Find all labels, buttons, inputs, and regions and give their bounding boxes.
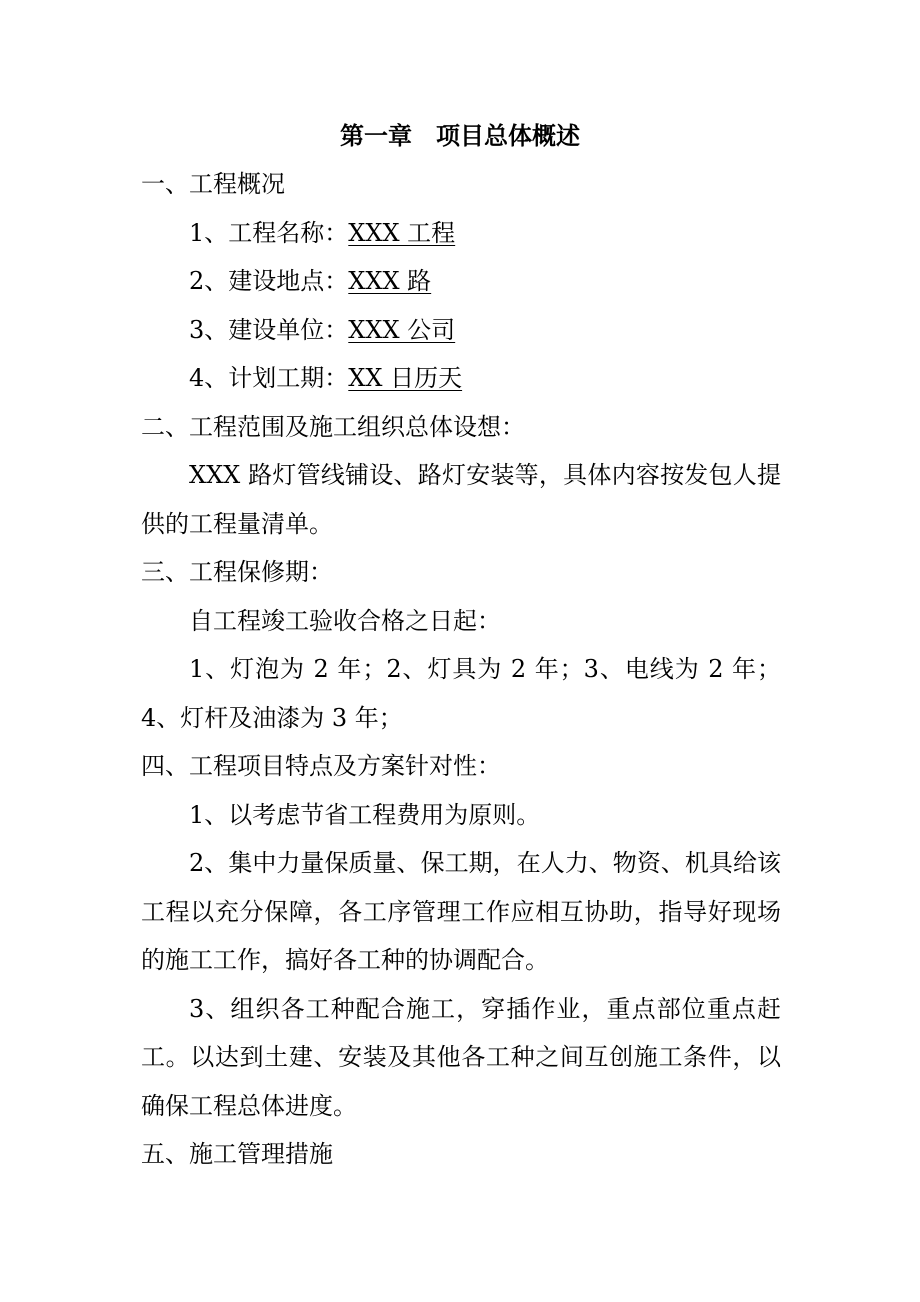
feature-paragraph-3: 3、组织各工种配合施工，穿插作业，重点部位重点赶工。以达到土建、安装及其他各工种之间互创施工条件，以确保工程总体进度。 — [141, 994, 781, 1120]
feature-paragraph-2: 2、集中力量保质量、保工期，在人力、物资、机具给该工程以充分保障，各工序管理工作应相互协助，指导好现场的施工工作，搞好各工种的协调配合。 — [141, 849, 781, 974]
project-name-line — [141, 209, 781, 258]
owner-unit-label: 3、建设单位： — [189, 315, 349, 344]
section-heading-1: 一、工程概况 — [141, 170, 285, 198]
planned-duration-label: 4、计划工期： — [189, 364, 349, 392]
project-name-value: XXX 工程 — [348, 218, 456, 247]
section-heading-4: 四、工程项目特点及方案针对性： — [141, 752, 501, 780]
construction-site-label: 2、建设地点： — [189, 267, 349, 295]
warranty-intro: 自工程竣工验收合格之日起： — [189, 606, 501, 635]
chapter-title: 第一章 项目总体概述 — [340, 121, 580, 150]
warranty-paragraph: 1、灯泡为 2 年；2、灯具为 2 年；3、电线为 2 年；4、灯杆及油漆为 3 年； — [141, 655, 781, 732]
scope-paragraph: XXX 路灯管线铺设、路灯安装等，具体内容按发包人提供的工程量清单。 — [141, 461, 781, 538]
project-name-label: 1、工程名称： — [189, 218, 349, 247]
planned-duration-value: XX 日历天 — [348, 364, 463, 392]
section-heading-5: 五、施工管理措施 — [141, 1140, 333, 1168]
owner-unit-line — [141, 306, 781, 355]
construction-site-value: XXX 路 — [348, 267, 432, 295]
section-heading-2: 二、工程范围及施工组织总体设想： — [141, 412, 525, 441]
planned-duration-line — [141, 354, 781, 403]
feature-paragraph-1: 1、以考虑节省工程费用为原则。 — [189, 800, 541, 829]
construction-site-line — [141, 257, 781, 306]
owner-unit-value: XXX 公司 — [348, 315, 456, 344]
section-heading-3: 三、工程保修期： — [141, 558, 333, 586]
